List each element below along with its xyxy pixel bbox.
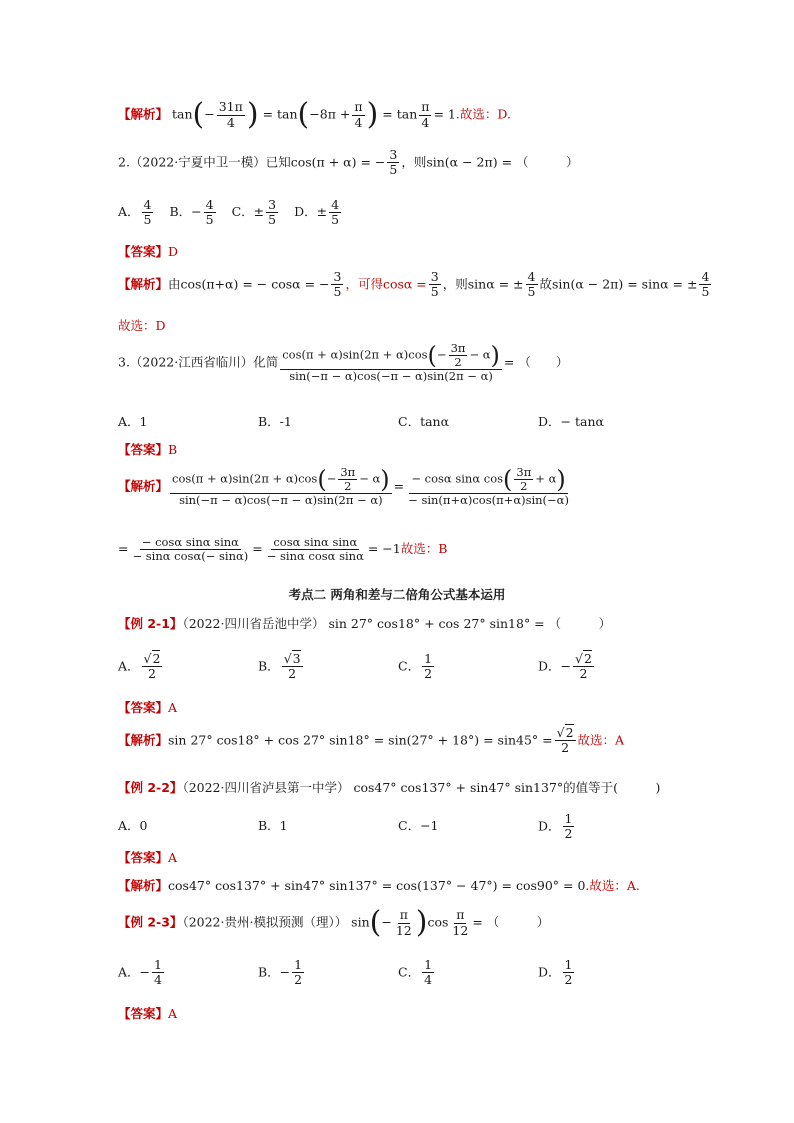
option-d[interactable]: D．± $\frac{4}{5}$ <box>294 197 340 228</box>
answer-3: 【答案】B <box>118 442 178 457</box>
solution-3: 【解析】 cos(π + α)sin(2π + α)cos(− $\frac{3\pi}{2}$ − α) sin(−π − α)cos(−π − α)sin(2π − α) = − cosα sinα cos( $\frac{3\pi}{2}$ + α) − sin(π+α)cos(π+α)sin(−α) <box>118 465 569 508</box>
option-a[interactable]: A． $\frac{4}{5}$ <box>118 197 152 228</box>
answer-2: 【答案】D <box>118 244 179 259</box>
solution-3-line2: = $\frac{\text{− cosα sinα sinα}}{\text{− sinα cosα(− sinα)}}$ = $\frac{\text{cosα sinα sinα}}{\text{− sinα cosα sinα}}$ = −1故选：B <box>118 535 448 564</box>
solution-2-1: 【解析】sin 27° cos18° + cos 27° sin18° = sin(27° + 18°) = sin45° = $\frac{√2}{2}$ 故选：A <box>118 725 625 756</box>
solution-2-2: 【解析】cos47° cos137° + sin47° sin137° = cos(137° − 47°) = cos90° = 0.故选：A. <box>118 878 640 893</box>
question-3: 3.（2022·江西省临川）化简 cos(π + α)sin(2π + α)cos(− $\frac{3\pi}{2}$ − α) sin(−π − α)cos(−π − α)sin(2π − α) = （ ） <box>118 341 569 384</box>
answer-2-3: 【答案】A <box>118 1006 178 1021</box>
question-3-options <box>118 412 678 430</box>
example-2-2: 【例 2-2】（2022·四川省泸县第一中学） cos47° cos137° + sin47° sin137°的值等于( ) <box>118 780 661 795</box>
example-2-2-options <box>118 812 678 842</box>
answer-2-1: 【答案】A <box>118 700 178 715</box>
option-d[interactable]: D． $\frac{1}{2}$ <box>538 811 573 842</box>
question-2-options <box>118 198 343 228</box>
section-heading: 考点二 两角和差与二倍角公式基本运用 <box>288 587 506 602</box>
example-2-3: 【例 2-3】（2022·贵州·模拟预测（理）） sin(− $\frac{\pi}{12}$ )cos $\frac{\pi}{12}$ = （ ） <box>118 905 550 940</box>
option-b[interactable]: B．1 <box>258 818 288 834</box>
option-c[interactable]: C．± $\frac{3}{5}$ <box>231 197 277 228</box>
example-2-3-options <box>118 958 678 988</box>
option-d[interactable]: D． $\frac{1}{2}$ <box>538 957 573 988</box>
option-a[interactable]: A．1 <box>118 414 148 429</box>
option-a[interactable]: A．− $\frac{1}{4}$ <box>118 957 162 988</box>
solution-2-select: 故选：D <box>118 318 166 333</box>
option-c[interactable]: C． $\frac{1}{2}$ <box>398 651 433 682</box>
option-b[interactable]: B． $\frac{√3}{2}$ <box>258 651 301 682</box>
option-c[interactable]: C． $\frac{1}{4}$ <box>398 957 433 988</box>
example-2-1: 【例 2-1】（2022·四川省岳池中学） sin 27° cos18° + cos 27° sin18° = （ ） <box>118 616 612 631</box>
option-d[interactable]: D．− tanα <box>538 414 604 429</box>
solution-1-line: 【解析】 tan(− $\frac{31\pi}{4}$ ) = tan(−8π + $\frac{\pi}{4}$ ) = tan $\frac{\pi}{4}$ = 1.故选：D. <box>118 97 511 132</box>
fraction: $\frac{3}{5}$ <box>389 147 398 178</box>
option-a[interactable]: A．0 <box>118 818 148 834</box>
fraction: $\frac{31\pi}{4}$ <box>218 99 243 130</box>
option-d[interactable]: D．− $\frac{√2}{2}$ <box>538 651 592 682</box>
option-c[interactable]: C．tanα <box>398 414 450 429</box>
option-b[interactable]: B．− $\frac{1}{2}$ <box>258 957 303 988</box>
question-2: 2.（2022·宁夏中卫一模）已知cos(π + α) = − $\frac{3}{5}$ ，则sin(α − 2π) = （ ） <box>118 147 579 178</box>
option-c[interactable]: C．−1 <box>398 818 439 834</box>
option-a[interactable]: A． $\frac{√2}{2}$ <box>118 651 161 682</box>
option-b[interactable]: B．− $\frac{4}{5}$ <box>169 197 214 228</box>
fraction: $\frac{\pi}{4}$ <box>421 99 430 130</box>
fraction: $\frac{\pi}{4}$ <box>354 99 363 130</box>
option-b[interactable]: B．-1 <box>258 414 292 429</box>
example-2-1-options <box>118 652 678 682</box>
solution-2: 【解析】由cos(π+α) = − cosα = − $\frac{3}{5}$ ，可得cosα = $\frac{3}{5}$ ，则sinα = ± $\frac{4}{5}$ 故sin(α − 2π) = sinα = ± $\frac{4}{5}$ <box>118 269 710 300</box>
jiexi-tag: 【解析】 <box>118 106 169 122</box>
answer-2-2: 【答案】A <box>118 850 178 865</box>
